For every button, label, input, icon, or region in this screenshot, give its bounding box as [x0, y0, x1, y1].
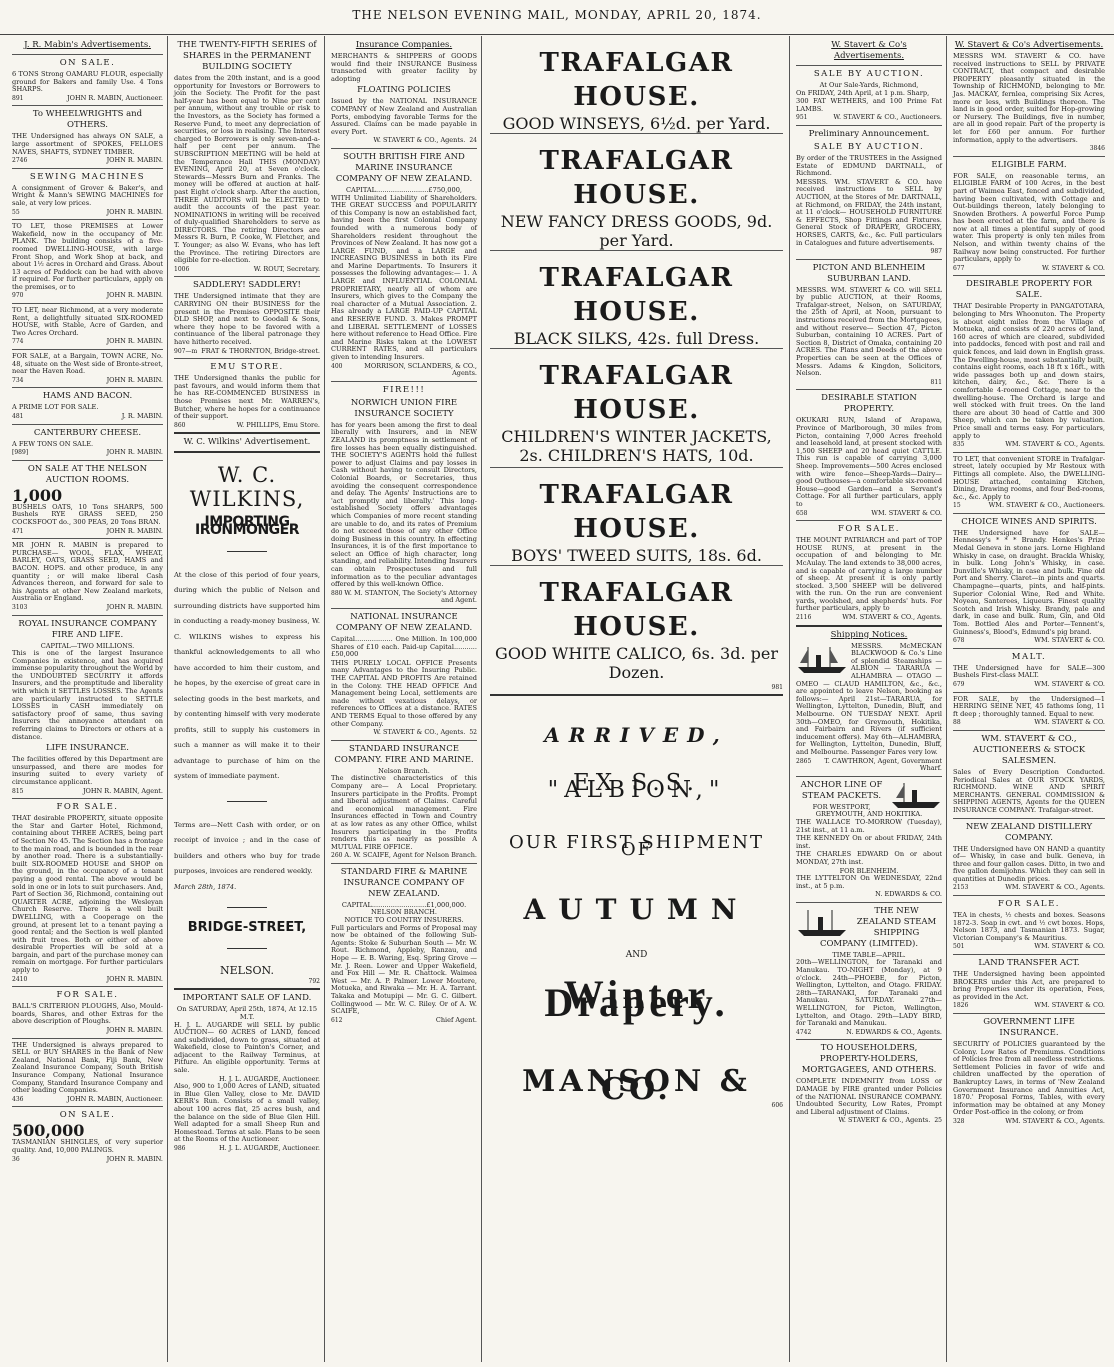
signature: JOHN R. MABIN. [106, 1026, 163, 1035]
sfm-heading: STANDARD FIRE & MARINE INSURANCE COMPANY OF NEW ZEALAND. [340, 866, 468, 899]
tolet-body: TO LET, those PREMISES at Lower Wakefield, now in the occupancy of Mr. PLANK. The building consists of a five-roomed DWELLING-HOUSE, with large Front Shop, and Work Shop at back, and about 1½ acres in Orchard and Grass. About 13 acres of Paddock can be had with above if required. For further particulars, apply on the premises, or to [12, 222, 163, 291]
life-body: The facilities offered by this Department are unsurpassed, and there are modes for insuring suited to every variety of circumstance applicant. [12, 755, 163, 786]
ref-number: 2410 [12, 975, 28, 983]
sewing-body: A consignment of Grover & Baker's, and Wright & Mann's SEWING MACHINES for sale, at very low prices. [12, 183, 163, 207]
ref-number: 1006 [174, 265, 190, 273]
fs4-heading: ON SALE. [59, 1110, 116, 1121]
wheel-body: THE Undersigned has always ON SALE, a large assortment of SPOKES, FELLOES NAVES, SHAFTS, SYDNEY TIMBER. [12, 132, 163, 156]
house-body: COMPLETE INDEMNITY from LOSS or DAMAGE by FIRE granted under Policies of the NATIONAL INSURANCE COMPANY. Undoubted Security, Low Rates, Prompt and Liberal adjustment of Claims. [796, 1077, 942, 1116]
fs-body: TEA in chests, ½ chests and boxes. Seasons 1872-3. Soap in cwt. and ½ cwt boxes. Hops, Nelson 1873, and Tasmanian 1873. Sugar, Victorian Company's & Mauritius. [953, 911, 1105, 942]
auction-stock: 300 FAT WETHERS, and 100 Prime Fat LAMBS. [796, 97, 942, 113]
auction-heading: SALE BY AUCTION. [813, 69, 925, 79]
manson-name: MANSON & CO. [522, 1064, 751, 1107]
floating-heading: FLOATING POLICIES [357, 85, 451, 96]
auction-date: On FRIDAY, 24th April, at 1 p.m. Sharp, [796, 88, 930, 97]
fs3-heading: FOR SALE. [56, 990, 119, 1001]
life-heading: LIFE INSURANCE. [46, 743, 129, 754]
ref-number: 951 [796, 114, 808, 122]
fs2-body: THAT desirable PROPERTY, situate opposite the Star and Garter Hotel, Richmond, containing about THREE ACRES, being part of Section No 45. The Section has a frontage to the main road, and is bounded in the rear by another road. There is a substantially-built SIX-ROOMED HOUSE and SHOP on the ground, in the occupancy of a tenant paying a good rental. The above would be sold in one or in lots to suit purchasers. And, Part of Section 36, Richmond, containing out QUARTER ACRE, adjoining the Wesleyan Church Reserve. There is a well built DWELLING, with a Cooperage on the ground, at present let to a tenant paying a good rental; and the Section is well planted with fruit trees. Both or either of above desirable Properties will be sold at a bargain, and part of the purchase money can remain on mortgage. For further particulars apply to [12, 814, 163, 975]
ref-number: 907—m [174, 347, 198, 355]
ref-number: 987 [930, 248, 942, 256]
ref-number: 734 [12, 376, 24, 384]
prelim-heading: Preliminary Announcement. [808, 128, 930, 139]
signature: JOHN R. MABIN. [106, 156, 163, 165]
standard-body: The distinctive characteristics of this Company are— A Local Proprietary. Insurers participate in the Profits. Prompt and liberal adjustment of Claims. Careful and economical management. Fire Insurances effected in Town and Country at as low rates as any other Office, whilst Insurers participating in the Profits renders this as nearly as possible A MUTUAL FIRE OFFICE. [331, 774, 477, 851]
ref-number: 986 [174, 1145, 186, 1152]
wilkins-terms: Terms are—Nett Cash with order, or on receipt of invoice ; and in the case of builders and others who buy for trade purposes, invoices are rendered weekly. [174, 820, 320, 876]
ref-number: 678 [953, 637, 965, 645]
signature: WM. STAVERT & CO., Auctioneers. [988, 501, 1105, 510]
wilkins-body: At the close of this period of four years, during which the public of Nelson and surrounding districts have supported him in conducting a ready-money business, W. C. WILKINS wishes to express his thankful acknowledgements to all who have accorded to him their custom, and he hopes, by the exercise of great care in selecting goods in the best markets, and by contenting himself with very moderate profits, still to supply his customers in such a manner as will make it to their advantage to purchase of him on the system of immediate payment. [174, 570, 320, 781]
purchase-body: MR JOHN R. MABIN is prepared to PURCHASE— WOOL, FLAX, WHEAT, BARLEY, OATS, GRASS SEED, HAMS and BACON. HOPS. and other produce, in any quantity ; or will make liberal Cash Advances thereon, and forward for sale to his Agents at other New Zealand markets, Australia or England. [12, 541, 163, 603]
norwich-body: has for years been among the first to deal liberally with Insurers, and in NEW ZEALAND its promptness in settlement of fire losses has been equally distinguished. THE SOCIETY'S AGENTS hold the fullest power to adjust Claims and pay losses in Cash without having to consult Directors, Colonial Boards, or Secretaries, thus avoiding the consequent correspondence and delay. The Agents' Instructions are to 'act promptly and liberally.' This long-established Society offers advantages which Companies of more recent standing are unable to do, and its rates of Premium do not exceed those of any other Office doing Business in this country. In effecting Insurances, it is of the first importance to select an Office of high character, long standing, and reliability. Intending Insurers can obtain Prospectuses and full information as to the peculiar advantages offered by this well-known Office. [331, 420, 477, 589]
trafalgar-title: TRAFALGAR HOUSE. [539, 48, 734, 112]
fs4-quantity: 500,000 [12, 1121, 85, 1141]
fs3-body: BALL'S CRITERION PLOUGHS, Also, Mould-boards, Shares, and other Extras for the above description of Ploughs. [12, 1002, 163, 1026]
trafalgar-title: TRAFALGAR HOUSE. [539, 361, 734, 425]
gov-heading: GOVERNMENT LIFE INSURANCE. [983, 1017, 1075, 1038]
land-heading: IMPORTANT SALE OF LAND. [182, 993, 312, 1004]
farm-body: FOR SALE, on reasonable terms, an ELIGIBLE FARM of 100 Acres, in the best part of Waimea East, fenced and subdivided, having been cultivated, with Cottage and Out-buildings thereon, lately belonging to Snowden Brothers. A powerful Force Pump has been erected at the farm, and there is now at all times a plentiful supply of good water. This property is only ten miles from Nelson, and within twenty chains of the Railway now being constructed. For further particulars, apply to [953, 171, 1105, 264]
ref-number: 811 [930, 378, 942, 386]
signature: WM. STAVERT & CO., Agents. [1005, 883, 1105, 892]
ref-number: [989] [12, 449, 29, 457]
fs2-heading: FOR SALE. [56, 802, 119, 813]
signature: W. STAVERT & CO., Agents. [373, 136, 466, 145]
fs-heading: FOR SALE. [838, 524, 900, 535]
col1-header: J. R. Mabin's Advertisements. [24, 40, 151, 50]
rooms-heading: ON SALE AT THE NELSON AUCTION ROOMS. [27, 463, 148, 485]
manson-arrived: ARRIVED, [544, 723, 729, 747]
norwich-heading: NORWICH UNION FIRE INSURANCE SOCIETY [350, 397, 458, 419]
standard-branch: Nelson Branch. [378, 766, 430, 775]
signature: N. EDWARDS & CO., Agents. [846, 1027, 942, 1036]
sale-body: MESSRS. WM. STAVERT & CO. have received instructions to SELL by AUCTION, at the Stores of Mr. DARTNALL, at Richmond, on FRIDAY, the 24th instant, at 11 o'clock— HOUSEHOLD FURNITURE & EFFECTS, Shop Fittings and Fixtures. General Stock of DRAPERY, GROCERY, HORSES, CARTS, &c., &c. Full particulars in Catalogues and future advertisements. [796, 177, 942, 247]
signature: H. J. L. AUGARDE, Auctioneer. [219, 1074, 320, 1083]
gov-body: SECURITY of POLICIES guaranteed by the Colony. Low Rates of Premiums. Conditions of Policies free from all needless restrictions. Settlement Policies in favor of wife and children unaffected by the operation of Bankruptcy Laws, in terms of 'New Zealand Government Insurance and Annuities Act, 1870.' Proposal Forms, Tables, with every information may be obtained at any Money Order Post-office in the colony, or from [953, 1040, 1105, 1117]
ref-number: 891 [12, 94, 24, 102]
column-stavert-shipping [792, 36, 947, 1362]
manson-shipment: OUR FIRST SHIPMENT OF [509, 831, 764, 861]
signature: WM. STAVERT & CO. [871, 508, 942, 517]
emu-heading: EMU STORE. [210, 362, 284, 373]
picton-heading: PICTON AND BLENHEIM SUBURBAN LAND. [812, 262, 926, 284]
sale-intro: By order of the TRUSTEES in the Assigned Estate of EDMUND DARTNALL, of Richmond. [796, 153, 942, 178]
trafalgar-item: GOOD WINSEYS, 6½d. per Yard. [502, 114, 771, 133]
signature: JOHN R. MABIN. [106, 375, 163, 384]
ref-number: 1826 [953, 1002, 969, 1010]
signature: JOHN R. MABIN. [106, 602, 163, 611]
trafalgar-title: TRAFALGAR HOUSE. [539, 578, 734, 642]
steamship-icon [890, 780, 942, 810]
sfm-branch: NELSON BRANCH. [371, 908, 437, 917]
trafalgar-ad [490, 349, 783, 468]
onsale-body: 6 TONS Strong OAMARU FLOUR, especially ground for Bakers and family Use. 4 Tons SHARPS. [12, 70, 163, 94]
mcmeckan-body: MESSRS. McMECKAN BLACKWOOD & Co.'s Line of splendid Steamships — ALBION — TARARUA — ALHAMBRA — OTAGO — OMEO — CLAUD HAMILTON, &c., &c., are appointed to leave Nelson, booking as follows:— April 21st—TARARUA, for Wellington, Lyttelton, Dunedin, Bluff, and Melbourne. ON TUESDAY NEXT. April 30th—OMEO, for Greymouth, Hokitika, and Fairbairn and Rivers (if sufficient inducement offers). May 6th—ALHAMBRA, for Wellington, Lyttelton, Dunedin, Bluff, and Melbourne. Passenger Fares very low. [796, 641, 942, 756]
building-heading: THE TWENTY-FIFTH SERIES of SHARES in the PERMANENT BUILDING SOCIETY [177, 40, 317, 72]
col6-header: W. Stavert & Co's Advertisements. [954, 40, 1104, 50]
manson-ad [490, 723, 783, 1109]
trafalgar-item: BLACK SILKS, 42s. full Dress. [513, 329, 760, 348]
ref-number: 3103 [12, 603, 28, 611]
rooms-quantity: 1,000 [12, 485, 63, 505]
signature: JOHN R. MABIN, Agent. [82, 786, 163, 795]
farm-heading: ELIGIBLE FARM. [991, 159, 1067, 170]
ref-number: 4742 [796, 1028, 812, 1036]
ref-number: 2153 [953, 884, 969, 892]
signature: WM. STAVERT & CO., Agents. [1005, 440, 1105, 449]
column-building-wilkins [170, 36, 325, 1362]
auct-heading: WM. STAVERT & CO., AUCTIONEERS & STOCK SALESMEN. [972, 733, 1086, 766]
ref-number: 400 [331, 362, 343, 370]
col5-header: W. Stavert & Co's Advertisements. [831, 40, 907, 61]
ref-number: 774 [12, 338, 24, 346]
anchor-wallace: THE WALLACE TO-MORROW (Tuesday), 21st inst., at 11 a.m. [796, 817, 942, 834]
distillery-body: THE Undersigned have ON HAND a quantity of— Whisky, in case and bulk. Geneva, in three and four gallon cases. Ditto, in two and five gallon demijohns. Which they can sell in quantities at Dunedin prices. [953, 844, 1105, 883]
manson-albion: EX S.S. "ALBION," [547, 769, 726, 804]
ref-number: 606 [771, 1101, 783, 1109]
ref-number: 2865 [796, 757, 812, 765]
signature: W. ROUT, Secretary. [253, 264, 320, 273]
land-heading: LAND TRANSFER ACT. [978, 958, 1080, 969]
sewing-heading: SEWING MACHINES [29, 171, 146, 182]
signature: FRAT & THORNTON, Bridge-street. [201, 346, 320, 355]
manson-autumn: AUTUMN [523, 892, 750, 926]
house-heading: TO HOUSEHOLDERS, PROPERTY-HOLDERS, MORTGAGEES, AND OTHERS. [801, 1043, 937, 1076]
signature: WM. STAVERT & CO. [1034, 942, 1105, 951]
wilkins-title: W. C. WILKINS, [189, 463, 305, 512]
trafalgar-title: TRAFALGAR HOUSE. [539, 480, 734, 544]
wilkins-town: NELSON. [220, 963, 274, 977]
royal-body: This is one of the largest Insurance Companies in existence, and has acquired immense popularity throughout the World by the UNDOUBTED SECURITY it affords Insurers, and the promptitude and liberality with which it SETTLES LOSSES. The Agents are particularly instructed to SETTLE LOSSES in CASH immediately on satisfactory proof of same, thus saving Insurers the annoyance attendant on referring claims to Directors or others at a distance. [12, 649, 163, 741]
steamship-icon [796, 908, 848, 938]
signature: W. STAVERT & CO. [1042, 263, 1105, 272]
ref-number: 677 [953, 264, 965, 272]
signature: W. STAVERT & CO., Agents. [838, 1116, 931, 1125]
rooms-body: BUSHELS OATS, 10 Tons SHARPS, 500 Bushels RYE GRASS SEED, 250 COCKSFOOT do., 300 PEAS, 20 Tons BRAN. [12, 502, 163, 526]
steamship-icon [796, 645, 848, 675]
auct-body: Sales of Every Description Conducted. Periodical Sales at OUR STOCK YARDS, RICHMOND. WINE AND SPIRIT MERCHANTS. GENERAL COMMISSION & SHIPPING AGENTS, Agents for the QUEEN INSURANCE COMPANY. Trafalgar-street. [953, 767, 1105, 814]
ref-number: 970 [12, 292, 24, 300]
signature: W. STAVERT & CO., Auctioneers. [833, 113, 942, 122]
column-mabin [8, 36, 168, 1362]
anchor-charles: THE CHARLES EDWARD On or about MONDAY, 27th inst. [796, 850, 942, 866]
anchor-kennedy: THE KENNEDY On or about FRIDAY, 24th inst. [796, 834, 942, 850]
sfm-body: Full particulars and Forms of Proposal may now be obtained of the following Sub-Agents: Stoke & Suburban South — Mr. W. Rout. Richmond, Appleby, Ranzau, and Hope — E. B. Waring, Esq. Spring Grove — Mr. J. Reen. Lower and Upper Wakefield, and Fox Hill — Mr. R. Chattock. Waimea West — Mr. A. P. Palmer. Lower Moutere, Motueka, and Riwaka — Mr. H. A. Tarrant. Takaka and Motupipi — Mr. G. C. Gilbert. Collingwood — Mr. W. C. Riley. Or of A. W. SCAIFE, [331, 923, 477, 1016]
station-heading: DESIRABLE STATION PROPERTY. [821, 393, 917, 415]
ref-number: 260 [331, 852, 343, 860]
signature: W. PHILLIPS, Emu Store. [236, 420, 320, 429]
fs-body: THE MOUNT PATRIARCH and part of TOP HOUSE RUNS, at present in the occupation of and belonging to Mr. McAulay. The land extends to 38,000 acres, and is capable of carrying a large number of sheep. At present it is only partly stocked. 3,500 SHEEP will be delivered with the run. On the run are convenient yards, woolshed, and shepherds' huts. For further particulars, apply to [796, 536, 942, 613]
trafalgar-ad [490, 468, 783, 566]
sfm-notice: NOTICE TO COUNTRY INSURERS. [344, 916, 464, 925]
column-stavert-2 [949, 36, 1109, 1362]
ref-number: 52 [469, 729, 477, 737]
ref-number: 328 [953, 1117, 965, 1125]
ref-number: 2746 [12, 157, 28, 165]
auction-place: At Our Sale-Yards, Richmond, [819, 81, 919, 89]
signature: J. R. MABIN. [121, 412, 163, 420]
nz-body: 20th—WELLINGTON, for Taranaki and Manukau. TO-NIGHT (Monday), at 9 o'clock. 24th—PHOEBE, for Picton, Wellington, Lyttelton, and Otago. FRIDAY. 28th—TARANAKI, for Taranaki and Manukau. SATURDAY. 27th—WELLINGTON, for Picton, Wellington, Lyttelton, and Otago. 29th—LADY BIRD, for Taranaki and Manukau. [796, 958, 942, 1028]
sfm-capital: CAPITAL..........................£1,000,000. [341, 900, 467, 909]
wilkins-date: March 28th, 1874. [174, 882, 237, 891]
trafalgar-ad [490, 251, 783, 349]
shipping-heading: Shipping Notices. [830, 629, 908, 640]
signature: A. W. SCAIFE, Agent for Nelson Branch. [344, 851, 477, 860]
land-body: H. J. L. AUGARDE will SELL by public AUCTION— 60 ACRES of LAND, fenced and subdivided, down to grass, situated at Wakefield, close to Painton's Corner, and adjacent to the Railway Terminus, at Pitfure. An eligible opportunity. Terms at sale. [174, 1020, 320, 1075]
prop-body: THAT Desirable Property in PANGATOTARA, belonging to Mrs Whoonuton. The Property is about eight miles from the Village of Motueka, and consists of 220 acres of land, 160 acres of which are cleared, subdivided into paddocks, fenced with post and rail and quick fences, and laid down in English grass. The Dwelling-house, most substantially built, contains eight rooms, each 18 ft x 16ft., with wide passages both up and down stairs, kitchen, dairy, &c., &c. There is a comfortable 4-roomed Cottage, near to the dwelling-house. The Orchard is large and well stocked with fruit trees. On the land there are about 30 head of Cattle and 300 Sheep, which can be taken by valuation. Price small and terms easy. For particulars, apply to [953, 302, 1105, 440]
distillery-heading: NEW ZEALAND DISTILLERY COMPANY. [965, 821, 1093, 843]
column-trafalgar-manson [484, 36, 790, 1362]
signature: JOHN R. MABIN. [106, 526, 163, 535]
ref-number: 835 [953, 441, 965, 449]
private-body: MESSRS WM. STAVERT & CO. have received instructions to SELL by PRIVATE CONTRACT, that compact and desirable PROPERTY pleasantly situated in the Township of RICHMOND, belonging to Mr. Jas. MACKAY, fernlea, comprising Six Acres, more or less, with Buildings thereon. The land is in good order, suited for Hop-growing or Nursery. The Buildings, five in number, are all in good repair. Part of the property is let for £60 per annum. For further information, apply to the advertisers. [953, 52, 1105, 144]
southbritish-body: WITH Unlimited Liability of Shareholders. THE GREAT SUCCESS and POPULARITY of this Company is now an established fact, having been the first Colonial Company founded with a numerous body of Shareholders resident throughout the Provinces of New Zealand. It has now got a LARGE FUND, and a LARGE and INCREASING BUSINESS in both its Fire and Marine Departments. To Insurers it possesses the following advantages:— 1. A LARGE and INFLUENTIAL COLONIAL PROPRIETARY, nearly all of whom are Insurers, which gives to the Company the real character of a Mutual Association. 2. Has already a LARGE PAID-UP CAPITAL and RESERVE FUND. 3. Makes PROMPT and LIBERAL SETTLEMENT of LOSSES here without reference to Head Office. Fire and Marine Risks taken at the LOWEST CURRENT RATES, and all particulars given to intending Insurers. [331, 193, 477, 361]
hams-heading: HAMS AND BACON. [42, 391, 133, 402]
signature: JOHN R. MABIN. [106, 1154, 163, 1163]
ref-number: 15 [953, 502, 961, 510]
trafalgar-item: NEW FANCY DRESS GOODS, 9d. per Yard. [500, 212, 773, 250]
masthead [0, 0, 1114, 35]
saddlery-body: THE Undersigned intimate that they are CARRYING ON their BUSINESS for the present in the Premises OPPOSITE their OLD SHOP, and next to Goodall & Sons, where they hope to be favored with a continuance of the liberal patronage they have hitherto received. [174, 292, 320, 346]
anchor-heading: ANCHOR LINE OF STEAM PACKETS. [800, 779, 883, 801]
signature: JOHN R. MABIN. [106, 974, 163, 983]
signature: T. CAWTHRON, Agent, Government Wharf. [824, 756, 942, 773]
signature: WM. STAVERT & CO., Agents. [842, 613, 942, 622]
hams-body: A PRIME LOT FOR SALE. [12, 403, 99, 412]
ref-number: 880 [331, 589, 343, 597]
signature: N. EDWARDS & CO. [875, 890, 942, 899]
cheese-body: A FEW TONS ON SALE. [12, 439, 94, 448]
signature: JOHN R. MABIN. [106, 337, 163, 346]
nz-timetable: TIME TABLE—APRIL. [832, 950, 906, 959]
tolet-body: TO LET, that convenient STORE in Trafalgar-street, lately occupied by Mr Restoux with Fittings all complete. Also, the DWELLING-HOUSE attached, containing Kitchen, Dining, Drawing rooms, and four Bed-rooms, &c., &c. Apply to [953, 454, 1105, 501]
ref-number: 815 [12, 787, 24, 795]
trafalgar-ad [490, 36, 783, 134]
ref-number: 612 [331, 1016, 343, 1024]
ref-number: 36 [12, 1155, 20, 1163]
trafalgar-item: CHILDREN'S WINTER JACKETS, 2s. CHILDREN'S HATS, 10d. [501, 427, 772, 465]
ref-number: 55 [12, 208, 20, 216]
signature: WM. STAVERT & CO. [1034, 1001, 1105, 1010]
col3-header: Insurance Companies. [355, 40, 453, 50]
trafalgar-item: BOYS' TWEED SUITS, 18s. 6d. [511, 546, 762, 565]
fire-heading: FIRE!!! [382, 384, 426, 395]
national-capital: Capital.................. One Million. In 100,000 Shares of £10 each. Paid-up Capital...........£50,000 [331, 635, 477, 659]
trafalgar-title: TRAFALGAR HOUSE. [539, 263, 734, 327]
trafalgar-ad [490, 134, 783, 251]
signature: WM. STAVERT & CO. [1034, 679, 1105, 688]
anchor-for: FOR WESTPORT, GREYMOUTH, AND HOKITIKA. [812, 802, 923, 819]
ref-number: 981 [771, 684, 783, 691]
wines-body: THE Undersigned have for SALE— Hennessy's * * * Brandy. Henkes's Prize Medal Geneva in stone jars. Lorne Highland Whisky in case, on draught. Brackla Whisky, in bulk. Long John's Whisky, in case. Dunville's Whisky, in case and bulk. Fine old Port and Sherry. Claret—in pints and quarts. Champagne—quarts, pints, and half-pints. Superior Colonial Wine, Red and White. Noyeau, Santerees, Liqueurs. Finest quality Scotch and Irish Whisky. Brandy, pale and dark, in case and bulk. Rum, Gin, and Old Tom. Bottled Ales and Porter—Tennent's, Guinness's, Blood's, Edmund's pig brand. [953, 528, 1105, 636]
saddlery-heading: SADDLERY! SADDLERY! [193, 280, 301, 291]
signature: JOHN R. MABIN. [106, 291, 163, 300]
ref-number: 501 [953, 943, 965, 951]
royal-heading: ROYAL INSURANCE COMPANY FIRE AND LIFE. [18, 618, 157, 640]
trafalgar-item: GOOD WHITE CALICO, 6s. 3d. per Dozen. [495, 644, 778, 682]
signature: JOHN R. MABIN. [106, 207, 163, 216]
manson-and: AND [625, 949, 648, 960]
signature: WM. STAVERT & CO. [1034, 718, 1105, 727]
trafalgar-title: TRAFALGAR HOUSE. [539, 146, 734, 210]
fs-heading: FOR SALE. [998, 899, 1060, 910]
sale-heading: SALE BY AUCTION. [813, 141, 925, 152]
wilkins-subtitle: IMPORTING IRONMONGER [195, 514, 299, 538]
southbritish-capital: CAPITAL.........................£750,000, [346, 185, 462, 194]
fs4-body: TASMANIAN SHINGLES, of very superior quality. And, 10,000 PALINGS. [12, 1138, 163, 1154]
floating-intro: MERCHANTS & SHIPPERS of GOODS would find their INSURANCE Business transacted with greater facility by adopting [331, 52, 477, 83]
land-date: On SATURDAY, April 25th, 1874, At 12.15 M.T. [176, 1005, 318, 1021]
land-also: Also, 900 to 1,000 Acres of LAND, situated in Blue Glen Valley, close to Mr. DAVID KERR's Run. Consists of a small valley, about 100 acres flat, 25 acres bush, and the balance on the side of Blue Glen Hill. Well adapted for a small Sheep Run and Homestead. Terms at sale. Plans to be seen at the Rooms of the Auctioneer. [174, 1082, 320, 1144]
ref-number: 860 [174, 421, 186, 429]
station-body: OKUKARI RUN, Island of Arapawa, Province of Marlborough, 30 miles from Picton, containing 7,000 Acres freehold and leasehold land, at present stocked with 1,500 SHEEP and 20 head quiet CATTLE. This run is capable of carrying 3,000 Sheep. Improvements—500 Acres enclosed with wire fence—Sheep-Yards—Dairy—good Outhouses—a comfortable six-roomed House—good Garden—and a Servant's Cottage. For all further particulars, apply to [796, 416, 942, 508]
herring-body: FOR SALE, by the Undersigned—1 HERRING SEINE NET, 45 fathoms long, 11 ft deep ; thoroughly tanned. Equal to new. [953, 694, 1105, 718]
forsale-body: FOR SALE, at a Bargain, TOWN ACRE, No. 48, situate on the West side of Bronte-street, near the Haven Road. [12, 352, 163, 376]
floating-body: Issued by the NATIONAL INSURANCE COMPANY of New Zealand and Australian Ports, embodying favorable Terms for the Assured. Claims can be made payable in every Port. [331, 97, 477, 136]
ref-number: 436 [12, 1095, 24, 1103]
malt-heading: MALT. [1011, 651, 1047, 662]
signature: JOHN R. MABIN, Auctioneer. [67, 1094, 163, 1103]
wilkins-street: BRIDGE-STREET, [187, 920, 307, 936]
ref-number: 2116 [796, 614, 812, 622]
building-body: dates from the 20th instant, and is a good opportunity for Investors or Borrowers to join the Society. The Profit for the past half-year has been equal to Nine per cent per annum, without any trouble or risk to the Investors, as the Society has formed a Reserve Fund, to meet any depreciation of securities, or loss in realising. The Interest charged to Borrowers is only seven-and-a-half per cent per annum. The SUBSCRIPTION MEETING will be held at the Temperance Hall THIS (MONDAY) EVENING, April 20, at Seven o'clock. Stewards—Messrs Burn and Franks. The money will be offered at auction at half-past Eight o'clock sharp. After the auction, THREE AUDITORS will be ELECTED to audit the accounts of the past year. NOMINATIONS in writing will be received of duly-qualified Shareholders to serve as DIRECTORS. The retiring Directors are Messrs R. Burn, P. Cooke, W. Fletcher, and T. Younger; as also W. Evans, who has left the Province. The retiring Directors are eligible for re-election. [174, 74, 320, 265]
cheese-heading: CANTERBURY CHEESE. [33, 427, 142, 438]
southbritish-heading: SOUTH BRITISH FIRE AND MARINE INSURANCE COMPANY OF NEW ZEALAND. [335, 151, 473, 184]
signature: WM. STAVERT & CO., Agents. [1005, 1116, 1105, 1125]
national-heading: NATIONAL INSURANCE COMPANY OF NEW ZEALAND. [335, 612, 473, 634]
wilkins-header: W. C. Wilkins' Advertisement. [183, 437, 311, 448]
tolet2-body: TO LET, near Richmond, at a very moderate Rent, a delightfully situated SIX-ROOMED HOUSE, with Stable, Acre of Garden, and Two Acres Orchard. [12, 306, 163, 337]
ref-number: 3846 [1089, 145, 1105, 153]
land-body: THE Undersigned having been appointed BROKERS under this Act, are prepared to bring Properties under its operation, Fees, as provided in the Act. [953, 970, 1105, 1001]
anchor-blenheim: FOR BLENHEIM. [839, 866, 899, 875]
column-insurance [327, 36, 482, 1362]
ref-number: 481 [12, 413, 24, 420]
ref-number: 792 [308, 977, 320, 985]
royal-capital: CAPITAL—TWO MILLIONS. [40, 641, 135, 650]
emu-body: THE Undersigned thanks the public for past favours, and would inform them that he has RE-COMMENCED BUSINESS in those Premises next Mr. WARREN's, Butcher, where he hopes for a continuance of their support. [174, 374, 320, 421]
malt-body: THE Undersigned have for SALE—300 Bushels First-class MALT. [953, 663, 1105, 680]
prop-heading: DESIRABLE PROPERTY FOR SALE. [965, 279, 1093, 301]
masthead-title: THE NELSON EVENING MAIL, MONDAY, APRIL 20, 1874. [352, 8, 762, 22]
wines-heading: CHOICE WINES AND SPIRITS. [961, 516, 1097, 527]
manson-winter: Winter Drapery. [544, 972, 729, 1025]
anchor-lyttelton: THE LYTTELTON On WEDNESDAY, 22nd inst., at 5 p.m. [796, 874, 942, 890]
signature: W. M. STANTON, The Society's Attorney and Agent. [344, 588, 477, 605]
shares-body: THE Undersigned is always prepared to SELL or BUY SHARES in the Bank of New Zealand, National Bank, Fiji Bank, New Zealand Insurance Company, South British Insurance Company, National Insurance Company, Standard Insurance Company and other leading Companies. [12, 1040, 163, 1095]
standard-heading: STANDARD INSURANCE COMPANY. FIRE AND MARINE. [334, 743, 474, 765]
ref-number: 88 [953, 719, 961, 727]
ref-number: 471 [12, 527, 24, 535]
ref-number: 679 [953, 680, 965, 688]
signature: MORRISON, SCLANDERS, & CO., Agents. [364, 361, 477, 378]
signature: Chief Agent. [435, 1015, 477, 1024]
national-body: THIS PURELY LOCAL OFFICE Presents many Advantages to the Insuring Public. THE CAPITAL AND PROFITS Are retained in the Colony. THE HEAD OFFICE And Management being Local, settlements are made without vexatious delays, or references to Offices at a distance. RATES AND TERMS Equal to those offered by any other Company. [331, 658, 477, 728]
signature: H. J. L. AUGARDE, Auctioneer. [219, 1144, 320, 1152]
signature: WM. STAVERT & CO. [1034, 636, 1105, 645]
ref-number: 25 [934, 1117, 942, 1125]
ref-number: 658 [796, 509, 808, 517]
signature: W. STAVERT & CO., Agents. [373, 728, 466, 737]
onsale-heading: ON SALE. [59, 58, 116, 68]
wheel-heading: To WHEELWRIGHTS and OTHERS. [32, 109, 143, 131]
signature: JOHN R. MABIN, Auctioneer. [67, 93, 163, 102]
nz-heading: THE NEW ZEALAND STEAM SHIPPING COMPANY (LIMITED). [819, 905, 937, 949]
trafalgar-ad [490, 566, 783, 696]
ref-number: 24 [469, 137, 477, 145]
signature: JOHN R. MABIN. [106, 448, 163, 457]
picton-body: MESSRS. WM. STAVERT & CO. will SELL by public AUCTION, at their Rooms, Trafalgar-street, Nelson, on SATURDAY, the 25th of April, at Noon, pursuant to instructions received from the Mortgagees, and without reserve— Section 47, Picton Suburban, containing 10 ACRES. Part of Section 8, District of Omaka, containing 20 ACRES. The Plans and Deeds of the above Properties can be seen at the Offices of Messrs. Adams & Kingdon, Solicitors, Nelson. [796, 285, 942, 378]
